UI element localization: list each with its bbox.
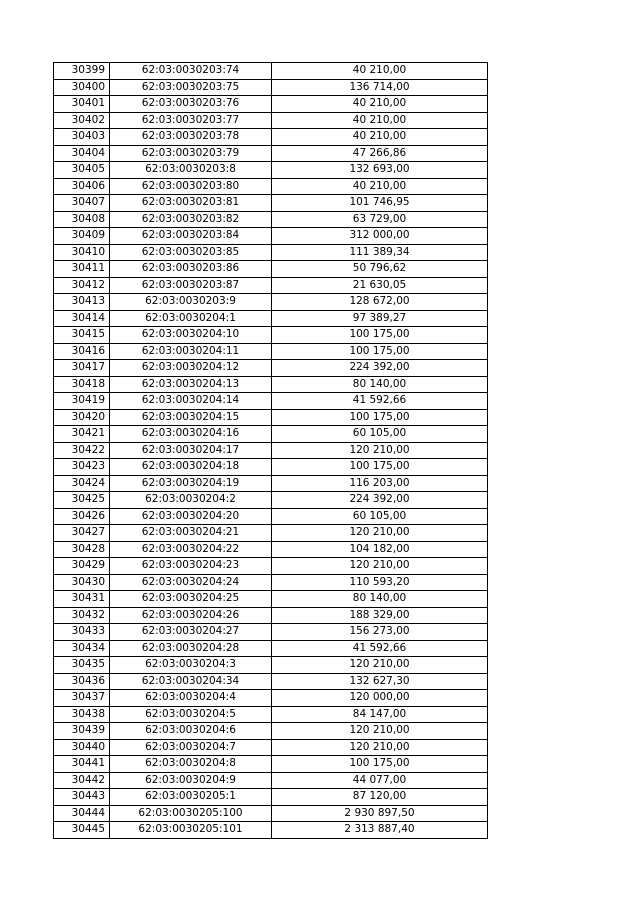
cadastral-number: 62:03:0030203:9 [110,294,272,311]
table-row [54,756,488,773]
table-row [54,178,488,195]
table-body [54,63,488,839]
cadastral-number: 62:03:0030204:10 [110,327,272,344]
table-row [54,508,488,525]
table-row [54,772,488,789]
table-row [54,591,488,608]
table-row [54,360,488,377]
cadastral-number: 62:03:0030204:6 [110,723,272,740]
cadastral-number: 62:03:0030203:84 [110,228,272,245]
row-number: 30412 [54,277,110,294]
table-row [54,822,488,839]
table-row [54,459,488,476]
cadastral-value: 128 672,00 [272,294,488,311]
cadastral-value: 100 175,00 [272,459,488,476]
row-number: 30399 [54,63,110,80]
cadastral-value: 2 930 897,50 [272,805,488,822]
cadastral-value: 50 796,62 [272,261,488,278]
table-row [54,558,488,575]
row-number: 30409 [54,228,110,245]
table-row [54,607,488,624]
cadastral-number: 62:03:0030203:86 [110,261,272,278]
cadastral-value: 97 389,27 [272,310,488,327]
table-row [54,426,488,443]
cadastral-number: 62:03:0030204:3 [110,657,272,674]
row-number: 30406 [54,178,110,195]
table-row [54,706,488,723]
cadastral-value: 80 140,00 [272,376,488,393]
cadastral-number: 62:03:0030204:26 [110,607,272,624]
cadastral-number: 62:03:0030204:13 [110,376,272,393]
row-number: 30437 [54,690,110,707]
cadastral-value: 120 210,00 [272,657,488,674]
cadastral-value: 120 210,00 [272,723,488,740]
row-number: 30425 [54,492,110,509]
cadastral-number: 62:03:0030205:101 [110,822,272,839]
table-row [54,244,488,261]
cadastral-number: 62:03:0030204:17 [110,442,272,459]
cadastral-number: 62:03:0030204:11 [110,343,272,360]
cadastral-value: 120 210,00 [272,525,488,542]
row-number: 30417 [54,360,110,377]
row-number: 30404 [54,145,110,162]
row-number: 30403 [54,129,110,146]
table-row [54,112,488,129]
row-number: 30430 [54,574,110,591]
table-row [54,79,488,96]
cadastral-value: 2 313 887,40 [272,822,488,839]
cadastral-value: 40 210,00 [272,112,488,129]
row-number: 30416 [54,343,110,360]
cadastral-number: 62:03:0030204:2 [110,492,272,509]
cadastral-number: 62:03:0030203:76 [110,96,272,113]
cadastral-number: 62:03:0030204:12 [110,360,272,377]
cadastral-value: 47 266,86 [272,145,488,162]
row-number: 30400 [54,79,110,96]
cadastral-number: 62:03:0030204:20 [110,508,272,525]
row-number: 30411 [54,261,110,278]
table-row [54,211,488,228]
cadastral-value: 312 000,00 [272,228,488,245]
row-number: 30432 [54,607,110,624]
table-row [54,129,488,146]
table-row [54,541,488,558]
cadastral-number: 62:03:0030204:22 [110,541,272,558]
row-number: 30415 [54,327,110,344]
table-row [54,96,488,113]
row-number: 30441 [54,756,110,773]
row-number: 30434 [54,640,110,657]
table-row [54,442,488,459]
row-number: 30431 [54,591,110,608]
table-row [54,525,488,542]
row-number: 30405 [54,162,110,179]
cadastral-value: 156 273,00 [272,624,488,641]
table-row [54,789,488,806]
row-number: 30419 [54,393,110,410]
row-number: 30445 [54,822,110,839]
cadastral-value: 60 105,00 [272,508,488,525]
cadastral-number: 62:03:0030203:8 [110,162,272,179]
row-number: 30401 [54,96,110,113]
table-row [54,640,488,657]
cadastral-value: 120 210,00 [272,739,488,756]
row-number: 30418 [54,376,110,393]
table-row [54,624,488,641]
cadastral-number: 62:03:0030204:24 [110,574,272,591]
cadastral-value: 100 175,00 [272,343,488,360]
cadastral-value: 224 392,00 [272,492,488,509]
cadastral-number: 62:03:0030203:79 [110,145,272,162]
row-number: 30439 [54,723,110,740]
cadastral-value: 44 077,00 [272,772,488,789]
cadastral-number: 62:03:0030204:19 [110,475,272,492]
row-number: 30433 [54,624,110,641]
cadastral-number: 62:03:0030203:82 [110,211,272,228]
cadastral-value: 111 389,34 [272,244,488,261]
row-number: 30407 [54,195,110,212]
cadastral-value: 40 210,00 [272,63,488,80]
table-row [54,376,488,393]
row-number: 30408 [54,211,110,228]
cadastral-value: 80 140,00 [272,591,488,608]
row-number: 30414 [54,310,110,327]
row-number: 30421 [54,426,110,443]
cadastral-number: 62:03:0030204:5 [110,706,272,723]
table-row [54,162,488,179]
table-row [54,657,488,674]
cadastral-value: 104 182,00 [272,541,488,558]
cadastral-number: 62:03:0030203:77 [110,112,272,129]
cadastral-number: 62:03:0030204:1 [110,310,272,327]
table-row [54,327,488,344]
cadastral-value: 136 714,00 [272,79,488,96]
cadastral-value: 132 627,30 [272,673,488,690]
row-number: 30442 [54,772,110,789]
cadastral-number: 62:03:0030203:78 [110,129,272,146]
cadastral-number: 62:03:0030203:81 [110,195,272,212]
cadastral-value: 110 593,20 [272,574,488,591]
table-row [54,277,488,294]
table-row [54,723,488,740]
row-number: 30427 [54,525,110,542]
cadastral-number: 62:03:0030204:27 [110,624,272,641]
cadastral-number: 62:03:0030204:8 [110,756,272,773]
cadastral-number: 62:03:0030204:4 [110,690,272,707]
cadastral-value: 188 329,00 [272,607,488,624]
cadastral-number: 62:03:0030203:87 [110,277,272,294]
cadastral-value: 120 210,00 [272,442,488,459]
cadastral-number: 62:03:0030204:18 [110,459,272,476]
cadastral-number: 62:03:0030204:34 [110,673,272,690]
cadastral-number: 62:03:0030203:75 [110,79,272,96]
table-row [54,475,488,492]
row-number: 30413 [54,294,110,311]
cadastral-number: 62:03:0030205:100 [110,805,272,822]
table-row [54,393,488,410]
cadastral-value: 87 120,00 [272,789,488,806]
cadastral-value: 101 746,95 [272,195,488,212]
cadastral-value: 100 175,00 [272,409,488,426]
table-row [54,261,488,278]
cadastral-value: 21 630,05 [272,277,488,294]
row-number: 30420 [54,409,110,426]
table-row [54,343,488,360]
table-row [54,409,488,426]
table-row [54,310,488,327]
cadastral-value: 60 105,00 [272,426,488,443]
row-number: 30402 [54,112,110,129]
table-row [54,63,488,80]
table-row [54,805,488,822]
table-row [54,690,488,707]
cadastral-number: 62:03:0030203:80 [110,178,272,195]
cadastral-value: 40 210,00 [272,178,488,195]
cadastral-value: 41 592,66 [272,393,488,410]
cadastral-value: 100 175,00 [272,756,488,773]
cadastral-value: 84 147,00 [272,706,488,723]
cadastral-value: 132 693,00 [272,162,488,179]
cadastral-value: 40 210,00 [272,96,488,113]
row-number: 30438 [54,706,110,723]
cadastral-value: 120 000,00 [272,690,488,707]
cadastral-value: 40 210,00 [272,129,488,146]
cadastral-number: 62:03:0030204:7 [110,739,272,756]
table-row [54,739,488,756]
cadastral-number: 62:03:0030204:15 [110,409,272,426]
row-number: 30444 [54,805,110,822]
cadastral-number: 62:03:0030203:85 [110,244,272,261]
cadastral-value: 100 175,00 [272,327,488,344]
row-number: 30428 [54,541,110,558]
table-row [54,145,488,162]
cadastral-number: 62:03:0030204:14 [110,393,272,410]
table-row [54,673,488,690]
cadastral-number: 62:03:0030204:21 [110,525,272,542]
table-row [54,228,488,245]
cadastral-number: 62:03:0030204:25 [110,591,272,608]
cadastral-number: 62:03:0030204:16 [110,426,272,443]
cadastral-number: 62:03:0030204:23 [110,558,272,575]
row-number: 30429 [54,558,110,575]
row-number: 30423 [54,459,110,476]
table-row [54,195,488,212]
cadastral-value-table [53,62,488,839]
cadastral-value: 120 210,00 [272,558,488,575]
cadastral-number: 62:03:0030204:28 [110,640,272,657]
row-number: 30422 [54,442,110,459]
row-number: 30410 [54,244,110,261]
row-number: 30443 [54,789,110,806]
table-row [54,574,488,591]
row-number: 30440 [54,739,110,756]
table-row [54,492,488,509]
row-number: 30424 [54,475,110,492]
row-number: 30436 [54,673,110,690]
table-row [54,294,488,311]
row-number: 30435 [54,657,110,674]
row-number: 30426 [54,508,110,525]
cadastral-value: 224 392,00 [272,360,488,377]
cadastral-value: 41 592,66 [272,640,488,657]
cadastral-number: 62:03:0030205:1 [110,789,272,806]
cadastral-value: 116 203,00 [272,475,488,492]
cadastral-number: 62:03:0030204:9 [110,772,272,789]
cadastral-number: 62:03:0030203:74 [110,63,272,80]
cadastral-value: 63 729,00 [272,211,488,228]
